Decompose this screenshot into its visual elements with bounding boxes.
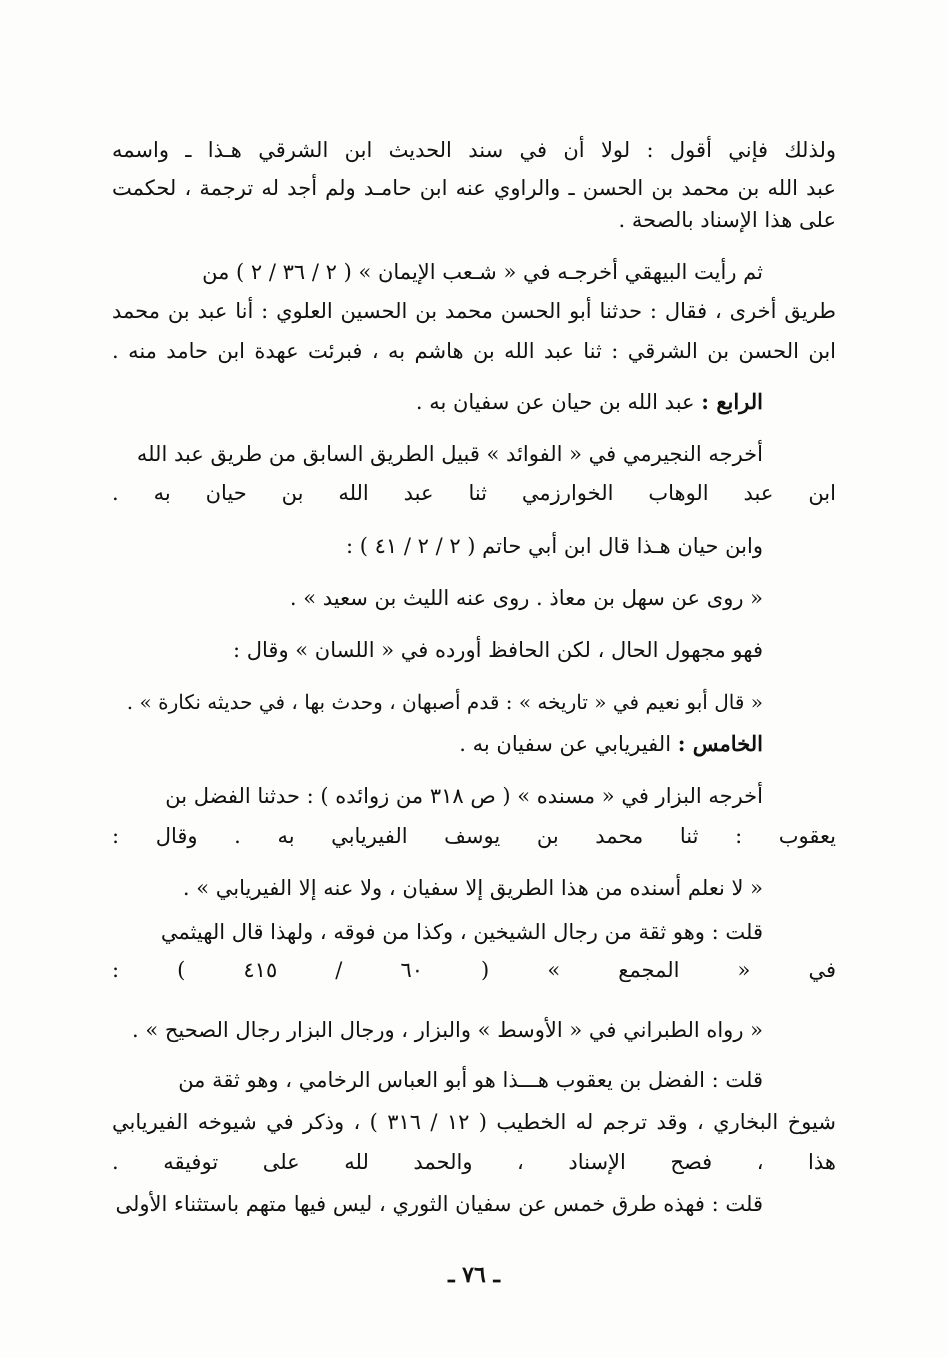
text-line: فهو مجهول الحال ، لكن الحافظ أورده في « اللسان » وقال : — [233, 638, 763, 662]
heading-fifth: الخامس : — [677, 731, 763, 756]
text-line: ابن الحسن بن الشرقي : ثنا عبد الله بن هاشم به ، فبرئت عهدة ابن حامد منه . — [112, 339, 836, 363]
text-line: على هذا الإسناد بالصحة . — [618, 208, 836, 232]
text-line: وابن حيان هـذا قال ابن أبي حاتم ( ٢ / ٢ / ٤١ ) : — [346, 534, 763, 558]
text-line: عبد الله بن محمد بن الحسن ـ والراوي عنه ابن حامـد ولم أجد له ترجمة ، لحكمت — [112, 176, 836, 200]
text-line: شيوخ البخاري ، وقد ترجم له الخطيب ( ١٢ / ٣١٦ ) ، وذكر في شيوخه الفيريابي — [112, 1110, 836, 1134]
text-line: أخرجه النجيرمي في « الفوائد » قبيل الطريق السابق من طريق عبد الله — [136, 442, 763, 466]
text-line: « رواه الطبراني في « الأوسط » والبزار ، ورجال البزار رجال الصحيح » . — [131, 1018, 763, 1042]
heading-fourth: الرابع : — [701, 389, 763, 414]
text-line: « قال أبو نعيم في « تاريخه » : قدم أصبهان ، وحدث بها ، في حديثه نكارة » . — [126, 690, 763, 714]
text-line: ثم رأيت البيهقي أخرجـه في « شـعب الإيمان » ( ٢ / ٣٦ / ٢ ) من — [202, 260, 763, 284]
text-line: قلت : الفضل بن يعقوب هـــذا هو أبو العباس الرخامي ، وهو ثقة من — [178, 1068, 763, 1092]
text-line: يعقوب : ثنا محمد بن يوسف الفيريابي به . وقال : — [112, 824, 836, 848]
text-line: قلت : وهو ثقة من رجال الشيخين ، وكذا من فوقه ، ولهذا قال الهيثمي — [160, 920, 763, 944]
text-line: قلت : فهذه طرق خمس عن سفيان الثوري ، ليس فيها متهم باستثناء الأولى — [115, 1192, 763, 1216]
text-line: في « المجمع » ( ٦٠ / ٤١٥ ) : — [112, 958, 836, 982]
section-line-fourth — [416, 384, 763, 420]
page-number: ـ ٧٦ ـ — [448, 1262, 500, 1288]
text-line: « روى عن سهل بن معاذ . روى عنه الليث بن سعيد » . — [289, 586, 763, 610]
text-line: هذا ، فصح الإسناد ، والحمد لله على توفيقه . — [112, 1150, 836, 1174]
text-line: عبد الله بن حيان عن سفيان به . — [415, 390, 695, 414]
text-line: « لا نعلم أسنده من هذا الطريق إلا سفيان ، ولا عنه إلا الفيريابي » . — [182, 876, 763, 900]
text-line: ابن عبد الوهاب الخوارزمي ثنا عبد الله بن حيان به . — [112, 481, 836, 505]
text-line: طريق أخرى ، فقال : حدثنا أبو الحسن محمد بن الحسين العلوي : أنا عبد بن محمد — [112, 299, 836, 323]
text-line: الفيريابي عن سفيان به . — [459, 732, 672, 756]
text-line: ولذلك فإني أقول : لولا أن في سند الحديث ابن الشرقي هـذا ـ واسمه — [112, 138, 836, 162]
section-line-fifth — [459, 726, 763, 762]
text-line: أخرجه البزار في « مسنده » ( ص ٣١٨ من زوائده ) : حدثنا الفضل بن — [165, 784, 763, 808]
